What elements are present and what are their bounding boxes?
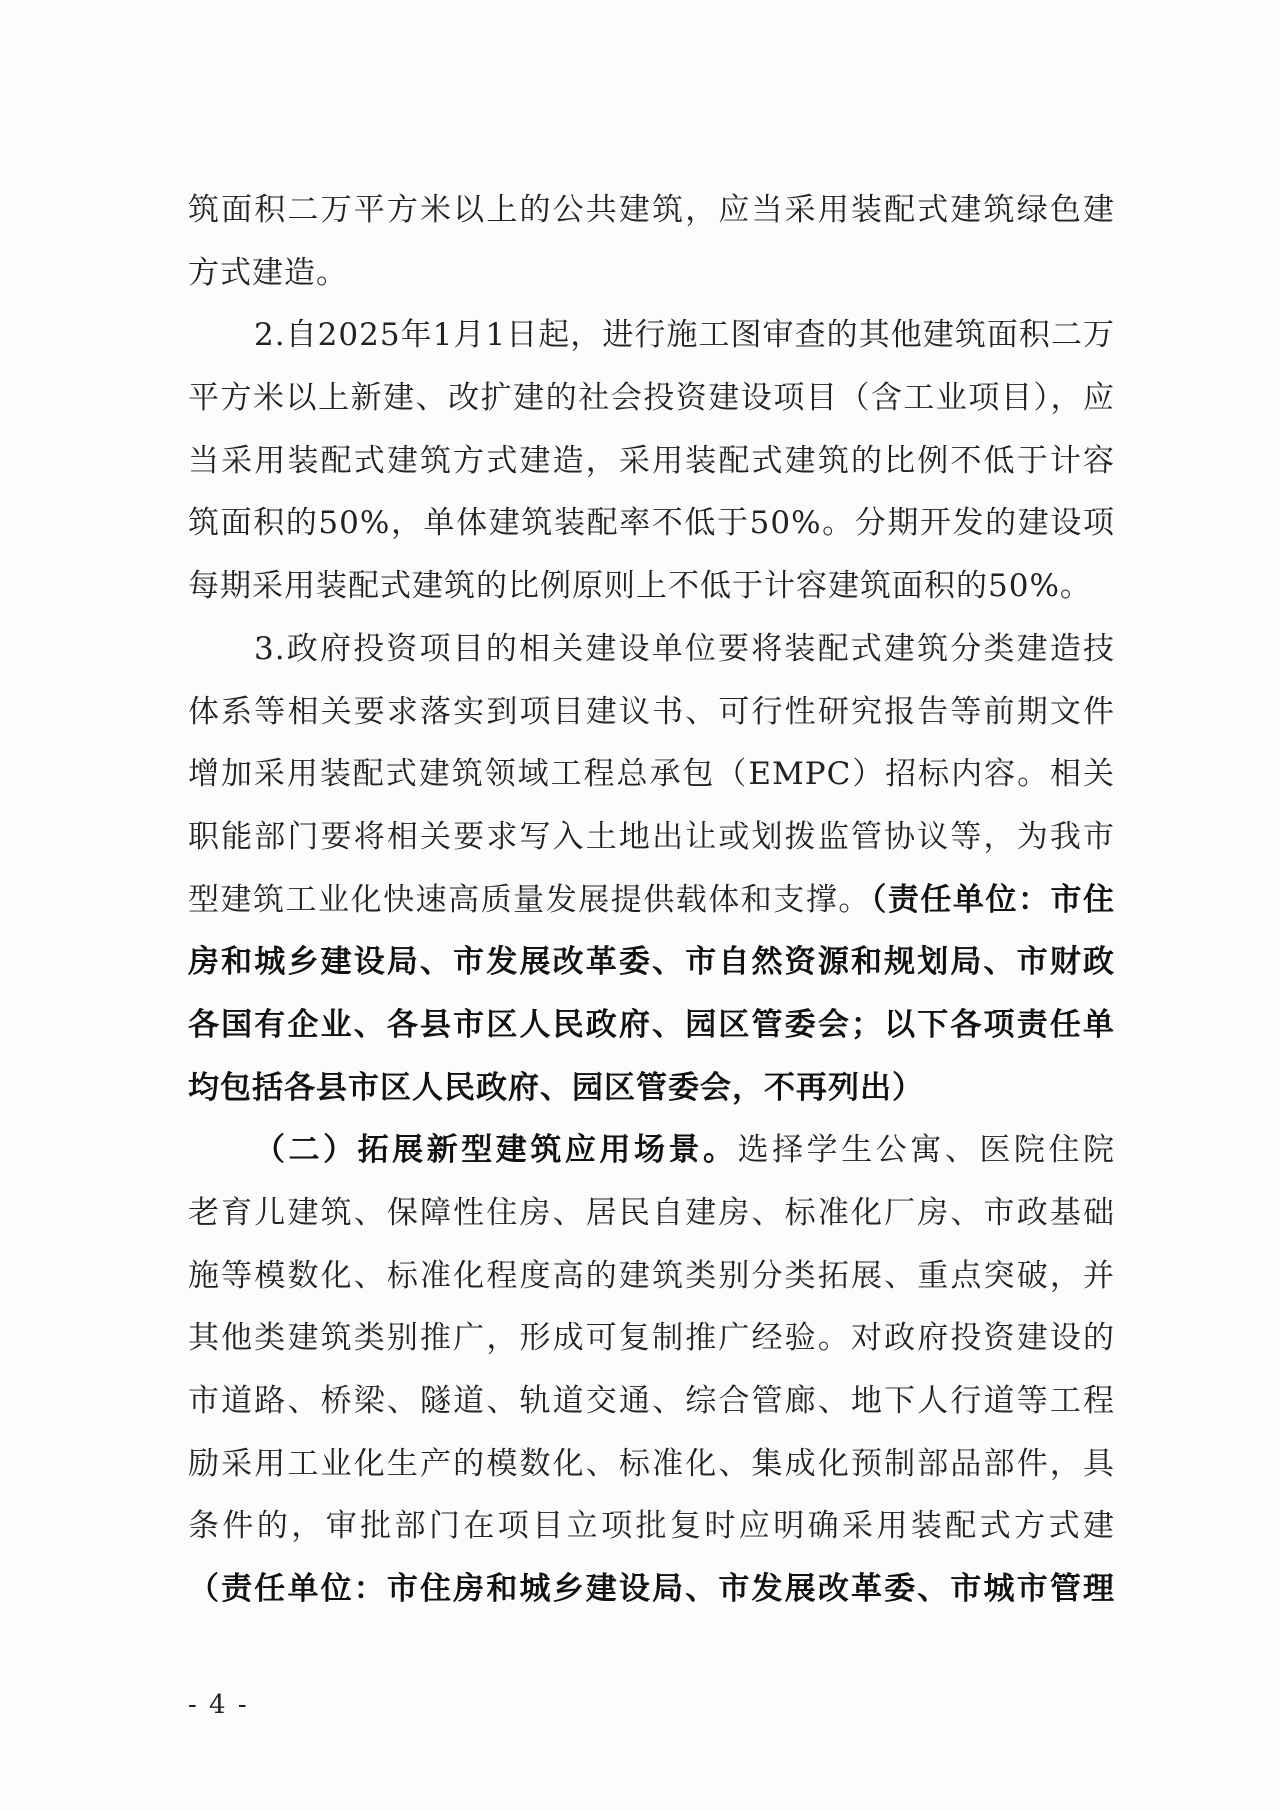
text-line xyxy=(188,1057,1115,1120)
line-text: 励采用工业化生产的模数化、标准化、集成化预制部品部件，具 xyxy=(188,1445,1115,1482)
text-line xyxy=(188,1495,1115,1558)
text-line xyxy=(188,1182,1115,1245)
text-line xyxy=(188,806,1115,869)
text-line xyxy=(188,367,1115,430)
text-line xyxy=(188,1119,1115,1182)
text-line xyxy=(188,1307,1115,1370)
text-line xyxy=(188,931,1115,994)
text-line xyxy=(188,618,1115,681)
text-line xyxy=(188,242,1115,305)
section-heading: （二）拓展新型建筑应用场景。 xyxy=(254,1132,738,1169)
line-text: 体系等相关要求落实到项目建议书、可行性研究报告等前期文件 xyxy=(188,693,1115,730)
line-text: 每期采用装配式建筑的比例原则上不低于计容建筑面积的50%。 xyxy=(188,568,1092,605)
text-line xyxy=(188,1558,1115,1621)
line-text: 选择学生公寓、医院住院 xyxy=(737,1132,1115,1169)
text-line xyxy=(188,1433,1115,1496)
page-number: - 4 - xyxy=(188,1690,249,1720)
text-line xyxy=(188,304,1115,367)
line-text: 市道路、桥梁、隧道、轨道交通、综合管廊、地下人行道等工程 xyxy=(188,1383,1115,1420)
line-text: 2.自2025年1月1日起，进行施工图审查的其他建筑面积二万 xyxy=(254,317,1115,354)
text-line xyxy=(188,430,1115,493)
document-body xyxy=(188,179,1115,1621)
text-line xyxy=(188,1245,1115,1308)
line-text: 筑面积的50%，单体建筑装配率不低于50%。分期开发的建设项 xyxy=(188,505,1115,542)
line-text: 3.政府投资项目的相关建设单位要将装配式建筑分类建造技 xyxy=(254,630,1115,667)
line-text: 职能部门要将相关要求写入土地出让或划拨监管协议等，为我市 xyxy=(188,818,1115,855)
text-line xyxy=(188,743,1115,806)
line-text: 型建筑工业化快速高质量发展提供载体和支撑。 xyxy=(188,881,871,918)
line-text: 筑面积二万平方米以上的公共建筑，应当采用装配式建筑绿色建 xyxy=(188,192,1115,228)
text-line xyxy=(188,555,1115,618)
responsibility-text: 均包括各县市区人民政府、园区管委会，不再列出） xyxy=(188,1069,924,1106)
responsibility-text: （责任单位：市住 xyxy=(870,881,1115,918)
line-text: 增加采用装配式建筑领域工程总承包（EMPC）招标内容。相关 xyxy=(188,756,1115,793)
text-line xyxy=(188,1370,1115,1433)
line-text: 施等模数化、标准化程度高的建筑类别分类拓展、重点突破，并 xyxy=(188,1257,1115,1294)
responsibility-text: 房和城乡建设局、市发展改革委、市自然资源和规划局、市财政 xyxy=(188,944,1115,981)
line-text: 当采用装配式建筑方式建造，采用装配式建筑的比例不低于计容 xyxy=(188,442,1115,479)
line-text: 老育儿建筑、保障性住房、居民自建房、标准化厂房、市政基础 xyxy=(188,1195,1115,1231)
text-line xyxy=(188,681,1115,744)
text-line xyxy=(188,179,1115,242)
text-line xyxy=(188,994,1115,1057)
text-line xyxy=(188,492,1115,555)
responsibility-text: 各国有企业、各县市区人民政府、园区管委会；以下各项责任单 xyxy=(188,1006,1115,1043)
line-text: 平方米以上新建、改扩建的社会投资建设项目（含工业项目），应 xyxy=(188,380,1115,417)
responsibility-text: （责任单位：市住房和城乡建设局、市发展改革委、市城市管理 xyxy=(188,1571,1115,1608)
line-text: 方式建造。 xyxy=(188,254,348,291)
line-text: 条件的，审批部门在项目立项批复时应明确采用装配式方式建 xyxy=(188,1508,1115,1545)
line-text: 其他类建筑类别推广，形成可复制推广经验。对政府投资建设的 xyxy=(188,1320,1115,1357)
text-line xyxy=(188,869,1115,932)
